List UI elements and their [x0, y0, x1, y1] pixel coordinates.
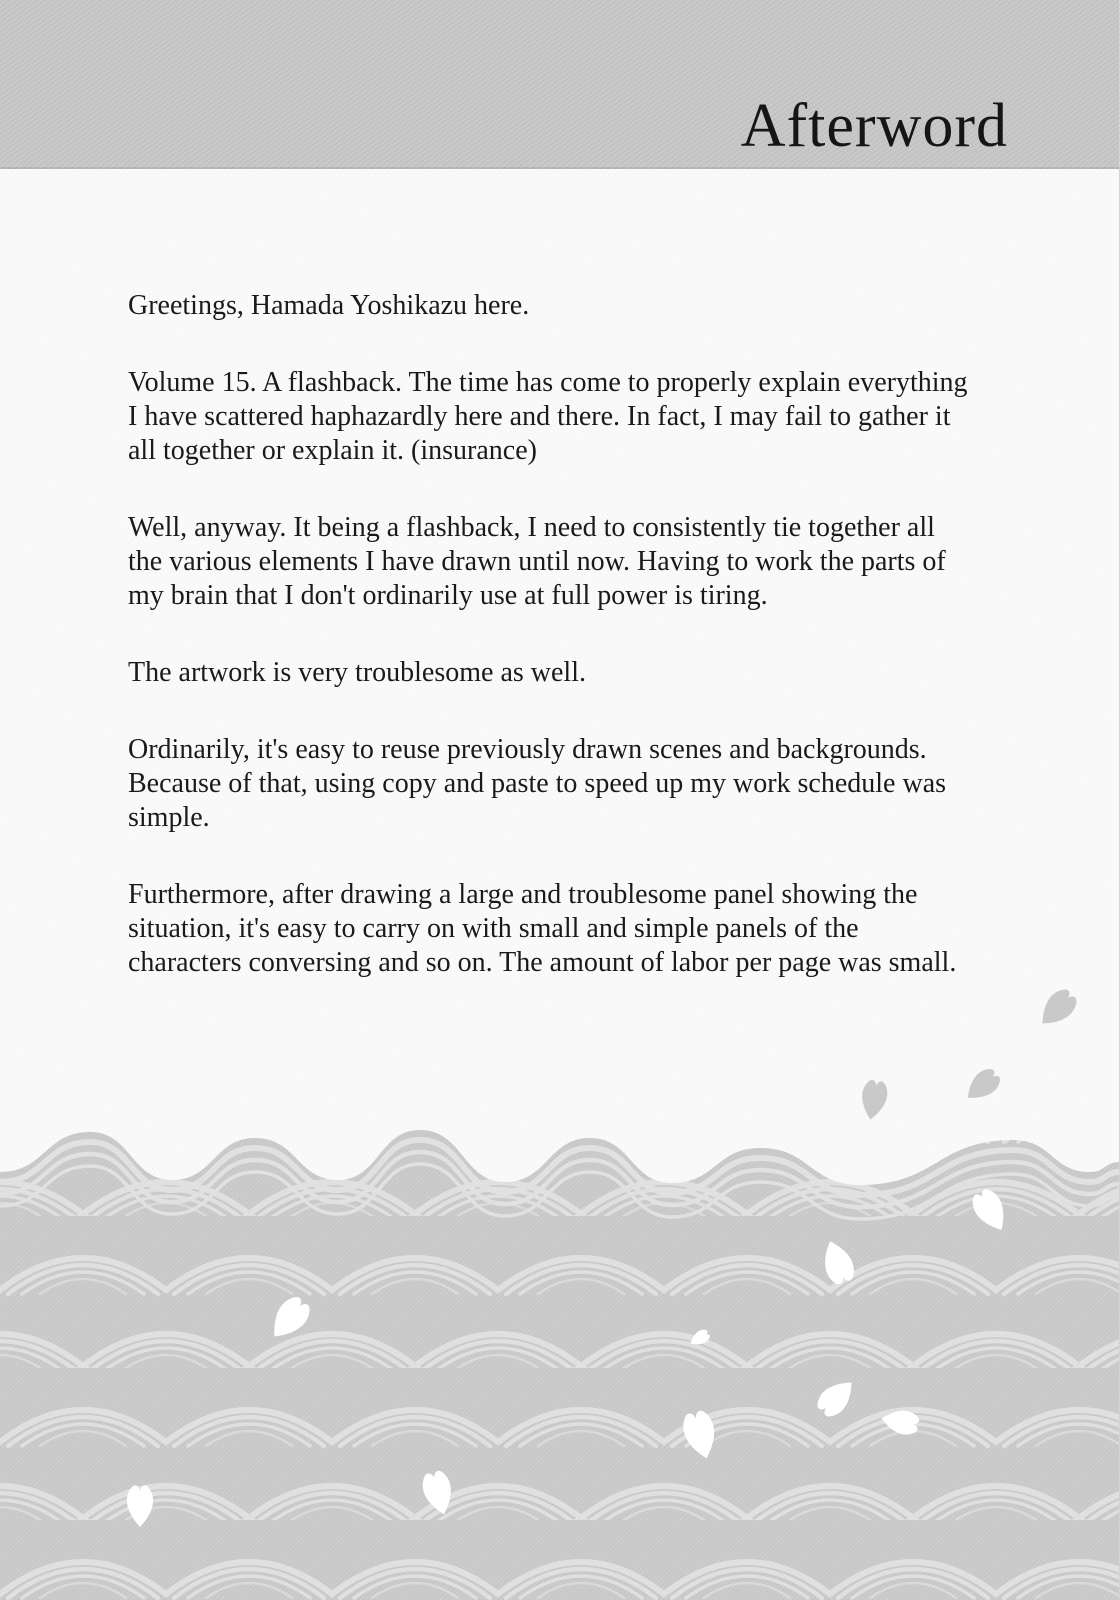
wave-water-illustration: [0, 950, 1119, 1600]
header-band: [0, 0, 1119, 169]
paragraph-greeting: Greetings, Hamada Yoshikazu here.: [128, 290, 530, 321]
paragraph-flashback: Well, anyway. It being a flashback, I need to consistently tie together all the various elements I have drawn until now. Having to work the parts of my brain that I don't ordinarily use at full power is tiring.: [128, 512, 946, 611]
afterword-text-block: [128, 289, 968, 1023]
paragraph-volume15: Volume 15. A flashback. The time has come to properly explain everything I have scattered haphazardly here and there. In fact, I may fail to gather it all together or explain it. (insurance): [128, 367, 968, 466]
paragraph-furthermore: Furthermore, after drawing a large and troublesome panel showing the situation, it's easy to carry on with small and simple panels of the characters conversing and so on. The amount of labor per page was small.: [128, 879, 957, 978]
paragraph-artwork: The artwork is very troublesome as well.: [128, 657, 586, 688]
paragraph-reuse: Ordinarily, it's easy to reuse previously drawn scenes and backgrounds. Because of that, using copy and paste to speed up my work schedule was simple.: [128, 734, 947, 833]
wave-texture-overlay: [0, 1120, 1119, 1600]
page-title: Afterword: [740, 92, 1008, 160]
sakura-petal-gray: [858, 1079, 889, 1122]
sakura-petal-gray: [1033, 985, 1081, 1033]
sakura-petal-gray: [960, 1065, 1004, 1107]
